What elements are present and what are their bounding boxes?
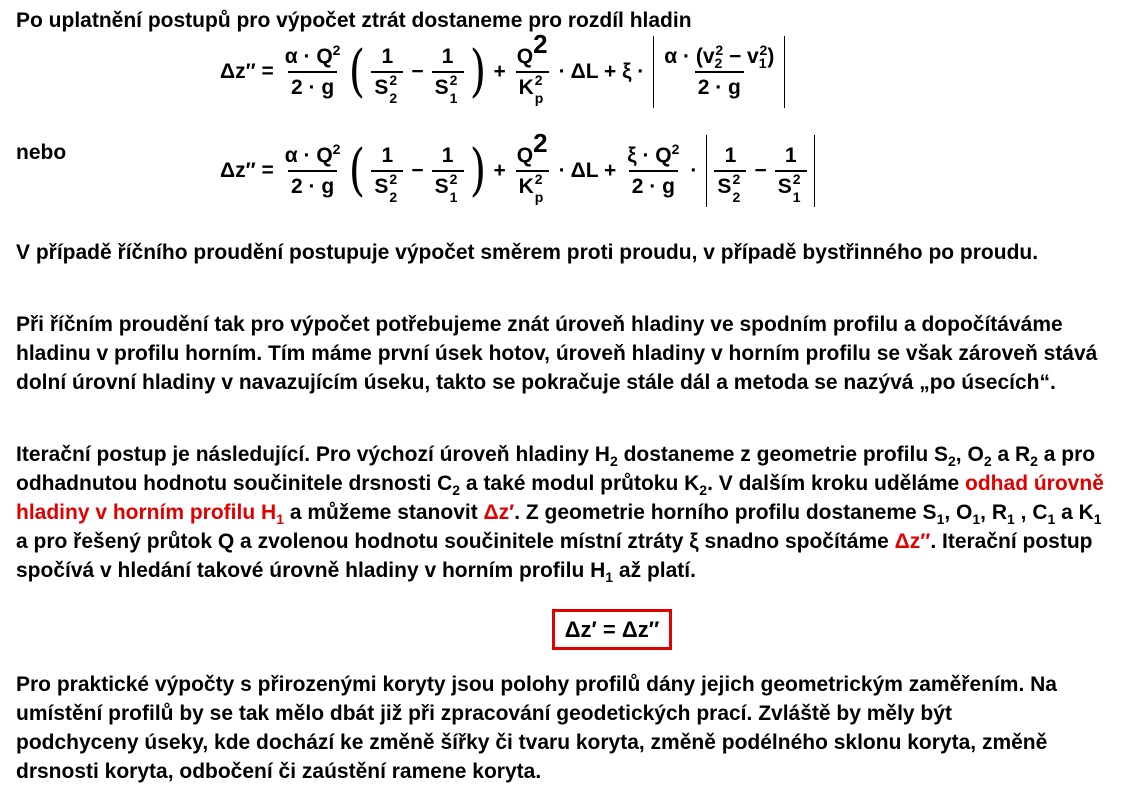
eq1-frac-s2: 1 S 2 2 (371, 45, 403, 100)
abs-bar-left (653, 36, 654, 108)
paragraph-iteration: Iterační postup je následující. Pro výchozí úroveň hladiny $H_2$ dostaneme z geometrie profilu $S_2$, $O_2$ a $R_2$ a pro odhadnutou hodnotu součinitele drsnosti $C_2$ a také modul průtoku $K_2$. V dalším kroku uděláme odhad úrovně hladiny v horním profilu $H_1$ a můžeme stanovit Δz′. Z geometrie horního profilu dostaneme $S_1$, $O_1$, $R_1$ , $C_1$ a $K_1$ a pro řešený průtok Q a zvolenou hodnotu součinitele místní ztráty ξ snadno spočítáme Δz″. Iterační postup spočívá v hledání takové úrovně hladiny v horním profilu $H_1$ až platí. (16, 443, 1104, 585)
eq1-frac-alpha-q: $\frac{\alpha \cdot Q^2}{2 \cdot g}$ (284, 41, 341, 99)
nebo-label: nebo (16, 141, 67, 164)
highlight-dz-double-prime: Δz″ (894, 530, 931, 553)
paragraph-flow-direction: V případě říčního proudění postupuje výpočet směrem proti proudu, v případě bystřinného po proudu. (16, 241, 1039, 264)
eq2-frac-s1-abs: 1 S 2 1 (775, 144, 807, 199)
eq1-frac-s1: 1 S 2 1 (432, 45, 464, 100)
eq1-lhs: Δz″ = (220, 60, 274, 83)
equation-2: Δz″ = $\frac{\alpha \cdot Q^2}{2 \cdot g}$ ( 1 S 2 2 − 1 S 2 1 ) + Q2 K 2 p · ΔL + $\frac{\xi \cdot Q^2}{2 \cdot g}$ · 1 S 2 2 − 1 S 2 1 (215, 135, 819, 207)
eq1-frac-velocity: $\frac{\alpha \cdot (v_2^2 - v_1^2)}{2 \cdot g}$ (664, 41, 775, 99)
abs-bar-left (706, 135, 707, 207)
eq1-frac-q-kp: Q2 K 2 p (516, 29, 548, 106)
eq2-frac-s1: 1 S 2 1 (432, 144, 464, 199)
eq2-frac-s2: 1 S 2 2 (371, 144, 403, 199)
boxed-equation: Δz′ = Δz″ (552, 609, 672, 650)
right-paren-icon: ) (469, 39, 486, 104)
eq2-frac-q-kp: Q2 K 2 p (516, 128, 548, 205)
eq2-frac-s2-abs: 1 S 2 2 (714, 144, 746, 199)
left-paren-icon: ( (349, 138, 366, 203)
highlight-estimate: odhad úrovně hladiny v horním profilu $H_1$ (16, 472, 1104, 527)
eq2-frac-xi-q: $\frac{\xi \cdot Q^2}{2 \cdot g}$ (627, 140, 680, 198)
paragraph-practical: Pro praktické výpočty s přirozenými koryty jsou polohy profilů dány jejich geometrickým zaměřením. Na umístění profilů by se tak mělo dbát již při zpracování geodetických prací. Zvláště by měly být podchyceny úseky, kde dochází ke změně šířky či tvaru koryta, změně podélného sklonu koryta, změně drsnosti koryta, odbočení či zaústění ramene koryta. (16, 673, 1057, 783)
paragraph-river-flow: Při říčním proudění tak pro výpočet potřebujeme znát úroveň hladiny ve spodním profilu a dopočítáváme hladinu v profilu horním. Tím máme první úsek hotov, úroveň hladiny v horním profilu se však zároveň stává dolní úrovní hladiny v navazujícím úseku, takto se pokračuje stále dál a metoda se nazývá „po úsecích“. (16, 313, 1098, 394)
left-paren-icon: ( (349, 39, 366, 104)
abs-bar-right (814, 135, 815, 207)
equation-1: Δz″ = $\frac{\alpha \cdot Q^2}{2 \cdot g}$ ( 1 S 2 2 − 1 S 2 1 ) + Q2 K 2 p · ΔL + ξ · $\frac{\alpha \cdot (v_2^2 - v_1^2)}{2 \cdot g}$ (215, 36, 789, 108)
eq2-frac-alpha-q: $\frac{\alpha \cdot Q^2}{2 \cdot g}$ (284, 140, 341, 198)
heading-text: Po uplatnění postupů pro výpočet ztrát dostaneme pro rozdíl hladin (16, 9, 692, 32)
right-paren-icon: ) (469, 138, 486, 203)
highlight-dz-prime: Δz′ (483, 501, 515, 524)
abs-bar-right (784, 36, 785, 108)
